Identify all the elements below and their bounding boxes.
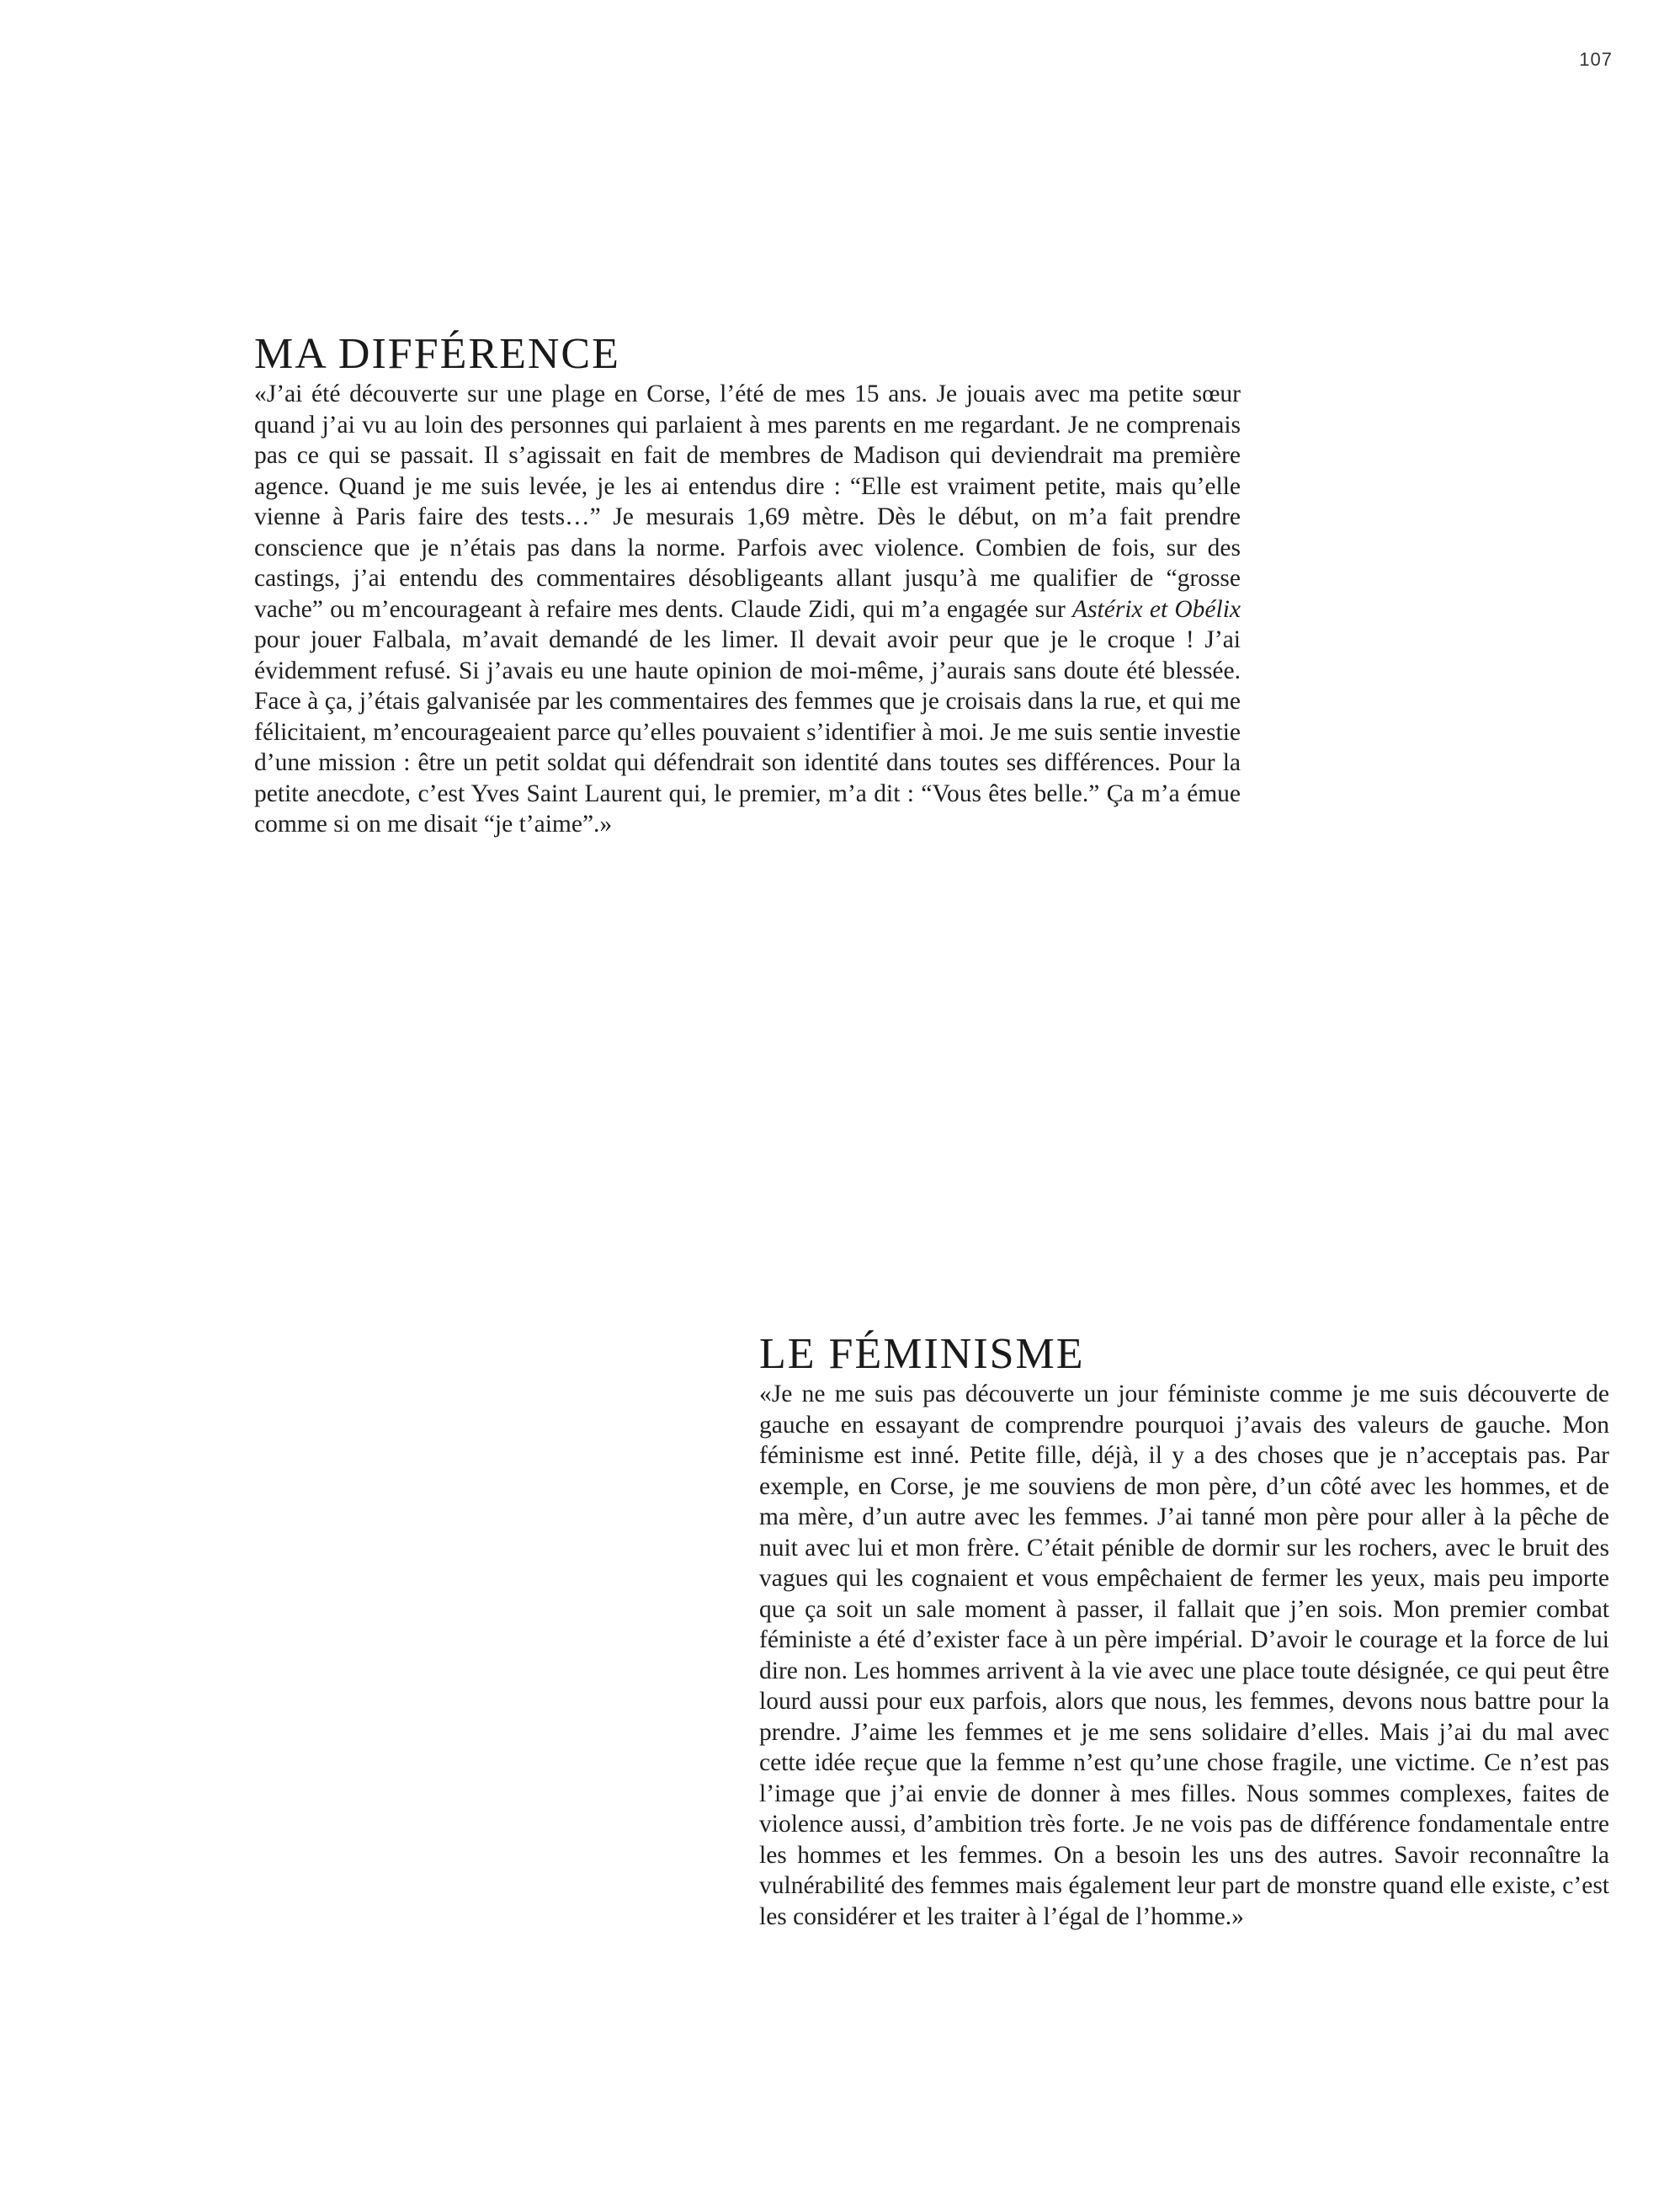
section-le-feminisme — [759, 1330, 1609, 1932]
section-body: «Je ne me suis pas découverte un jour féministe comme je me suis découverte de gauche en essayant de comprendre pourquoi j’avais des valeurs de gauche. Mon féminisme est inné. Petite fille, déjà, il y a des choses que je n’acceptais pas. Par exemple, en Corse, je me souviens de mon père, d’un côté avec les hommes, et de ma mère, d’un autre avec les femmes. J’ai tanné mon père pour aller à la pêche de nuit avec lui et mon frère. C’était pénible de dormir sur les rochers, avec le bruit des vagues qui les cognaient et vous empêchaient de fermer les yeux, mais peu importe que ça soit un sale moment à passer, il fallait que j’en sois. Mon premier combat féministe a été d’exister face à un père impérial. D’avoir le courage et la force de lui dire non. Les hommes arrivent à la vie avec une place toute désignée, ce qui peut être lourd aussi pour eux parfois, alors que nous, les femmes, devons nous battre pour la prendre. J’aime les femmes et je me sens solidaire d’elles. Mais j’ai du mal avec cette idée reçue que la femme n’est qu’une chose fragile, une victime. Ce n’est pas l’image que j’ai envie de donner à mes filles. Nous sommes complexes, faites de violence aussi, d’ambition très forte. Je ne vois pas de différence fondamentale entre les hommes et les femmes. On a besoin les uns des autres. Savoir reconnaître la vulnérabilité des femmes mais également leur part de monstre quand elle existe, c’est les considérer et les traiter à l’égal de l’homme.» — [759, 1381, 1609, 1930]
film-title: Astérix et Obélix — [1072, 595, 1241, 623]
section-body — [254, 379, 1241, 840]
section-title: LE FÉMINISME — [759, 1330, 1085, 1378]
body-text-continued: pour jouer Falbala, m’avait demandé de les limer. Il devait avoir peur que je le croque ! J’ai évidemment refusé. Si j’avais eu une haute opinion de moi-même, j’aurais sans doute été blessée. Face à ça, j’étais galvanisée par les commentaires des femmes que je croisais dans la rue, et qui me félicitaient, m’encourageaient parce qu’elles pouvaient s’identifier à moi. Je me suis sentie investie d’une mission : être un petit soldat qui défendrait son identité dans toutes ses différences. Pour la petite anecdote, c’est Yves Saint Laurent qui, le premier, m’a dit : “Vous êtes belle.” Ça m’a émue comme si on me disait “je t’aime”.» — [254, 626, 1241, 838]
body-text: «J’ai été découverte sur une plage en Corse, l’été de mes 15 ans. Je jouais avec ma petite sœur quand j’ai vu au loin des personnes qui parlaient à mes parents en me regardant. Je ne comprenais pas ce qui se passait. Il s’agissait en fait de membres de Madison qui deviendrait ma première agence. Quand je me suis levée, je les ai entendus dire : “Elle est vraiment petite, mais qu’elle vienne à Paris faire des tests…” Je mesurais 1,69 mètre. Dès le début, on m’a fait prendre conscience que je n’étais pas dans la norme. Parfois avec violence. Combien de fois, sur des castings, j’ai entendu des commentaires désobligeants allant jusqu’à me qualifier de “grosse vache” ou m’encourageant à refaire mes dents. Claude Zidi, qui m’a engagée sur — [254, 380, 1241, 623]
section-ma-difference — [254, 330, 1241, 840]
section-title: MA DIFFÉRENCE — [254, 330, 620, 378]
page-number: 107 — [1579, 49, 1613, 70]
